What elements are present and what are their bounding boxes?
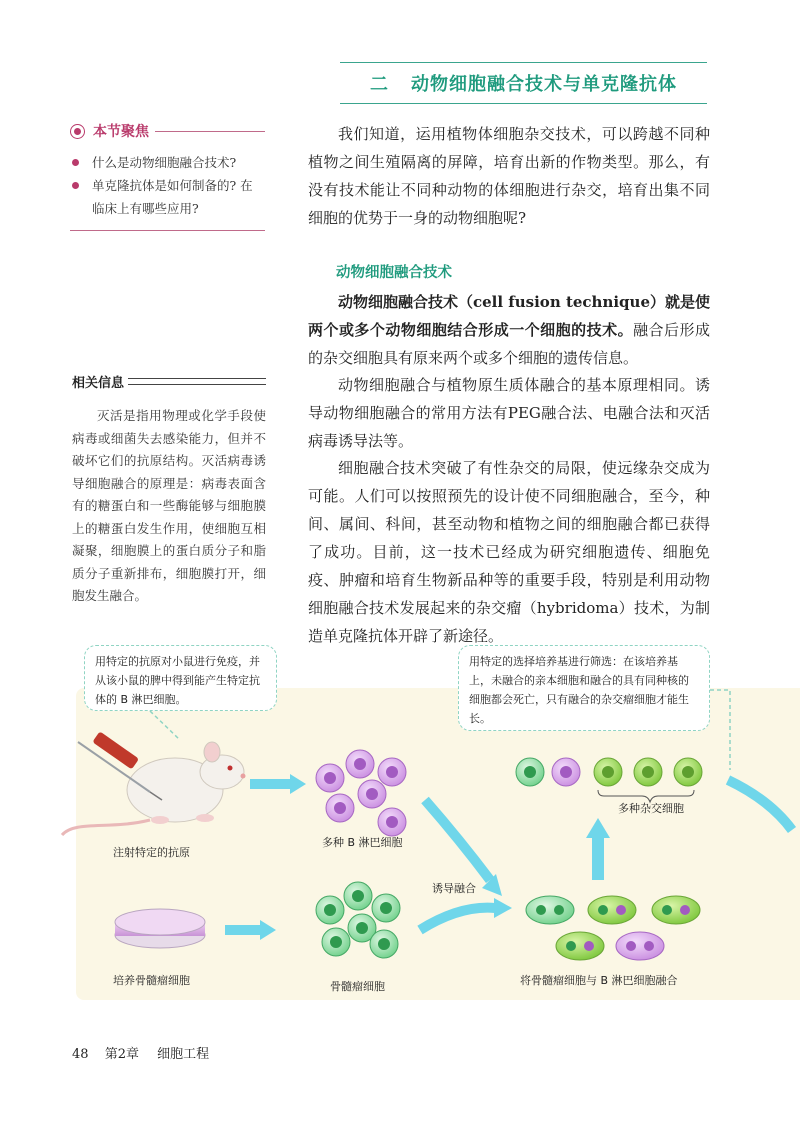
- focus-item-text: 什么是动物细胞融合技术?: [92, 155, 237, 170]
- callout-pointer: [710, 690, 730, 770]
- intro-text: 我们知道，运用植物体细胞杂交技术，可以跨越不同种植物之间生殖隔离的屏障，培育出新的作物类型。那么，有没有技术能让不同种动物的体细胞进行杂交，培育出集不同细胞的优势于一身的动物细胞呢?: [308, 125, 710, 227]
- section-title-text: 动物细胞融合技术与单克隆抗体: [411, 74, 677, 95]
- label-fuse-cells: 将骨髓瘤细胞与 B 淋巴细胞融合: [520, 974, 678, 987]
- methods-text: 动物细胞融合与植物原生质体融合的基本原理相同。诱导动物细胞融合的常用方法有PEG融合法、电融合法和灭活病毒诱导法等。: [308, 376, 710, 450]
- page-footer: [72, 1043, 209, 1062]
- hybrid-cells: [516, 758, 702, 802]
- page-number: 48: [72, 1047, 89, 1062]
- significance-text: 细胞融合技术突破了有性杂交的局限，使远缘杂交成为可能。人们可以按照预先的设计使不同细胞融合，至今，种间、属间、科间，甚至动物和植物之间的细胞融合都已获得了成功。目前，这一技术已经成为研究细胞遗传、细胞免疫、肿瘤和培育生物新品种等的重要手段，特别是利用动物细胞融合技术发展起来的杂交瘤（hybridoma）技术，为制造单克隆抗体开辟了新途径。: [308, 459, 710, 645]
- callout-pointer: [150, 711, 180, 740]
- section-number: 二: [370, 74, 389, 95]
- process-arrows: [225, 774, 792, 940]
- chapter-number: 第2章: [104, 1047, 139, 1062]
- callout-immunize: 用特定的抗原对小鼠进行免疫，并从该小鼠的脾中得到能产生特定抗体的 B 淋巴细胞。: [84, 645, 277, 711]
- focus-heading-text: 本节聚焦: [93, 124, 149, 140]
- fused-cells: [526, 896, 700, 960]
- label-myeloma-cells: 骨髓瘤细胞: [330, 980, 385, 993]
- label-culture-myeloma: 培养骨髓瘤细胞: [113, 974, 190, 987]
- callout-selection: 用特定的选择培养基进行筛选：在该培养基上，未融合的亲本细胞和融合的具有同种核的细胞都会死亡，只有融合的杂交瘤细胞才能生长。: [458, 645, 710, 731]
- label-inject-antigen: 注射特定的抗原: [113, 846, 190, 859]
- definition-rest: 融合后形成的杂交细胞具有原来两个或多个细胞的遗传信息。: [308, 321, 710, 367]
- label-hybrid-cells: 多种杂交细胞: [618, 802, 684, 815]
- focus-item-text: 单克隆抗体是如何制备的? 在临床上有哪些应用?: [92, 178, 253, 216]
- related-heading-text: 相关信息: [72, 376, 125, 391]
- label-b-lymphocytes: 多种 B 淋巴细胞: [322, 836, 403, 849]
- mouse-illustration: [62, 742, 246, 835]
- subheading: 动物细胞融合技术: [336, 265, 452, 281]
- culture-dish-icon: [115, 909, 205, 948]
- related-text: 灭活是指用物理或化学手段使病毒或细菌失去感染能力，但并不破坏它们的抗原结构。灭活病毒诱导细胞融合的原理是：病毒表面含有的糖蛋白和一些酶能够与细胞膜上的糖蛋白发生作用，使细胞互相凝聚，细胞膜上的蛋白质分子和脂质分子重新排布，细胞膜打开，细胞发生融合。: [72, 408, 266, 603]
- chapter-title: 细胞工程: [157, 1047, 210, 1062]
- definition-bold: 动物细胞融合技术（cell fusion technique）就是使两个或多个动物细胞结合形成一个细胞的技术。: [308, 293, 710, 339]
- myeloma-cells: [316, 882, 400, 958]
- b-lymphocyte-cells: [316, 750, 406, 836]
- label-induce-fusion: 诱导融合: [432, 882, 476, 895]
